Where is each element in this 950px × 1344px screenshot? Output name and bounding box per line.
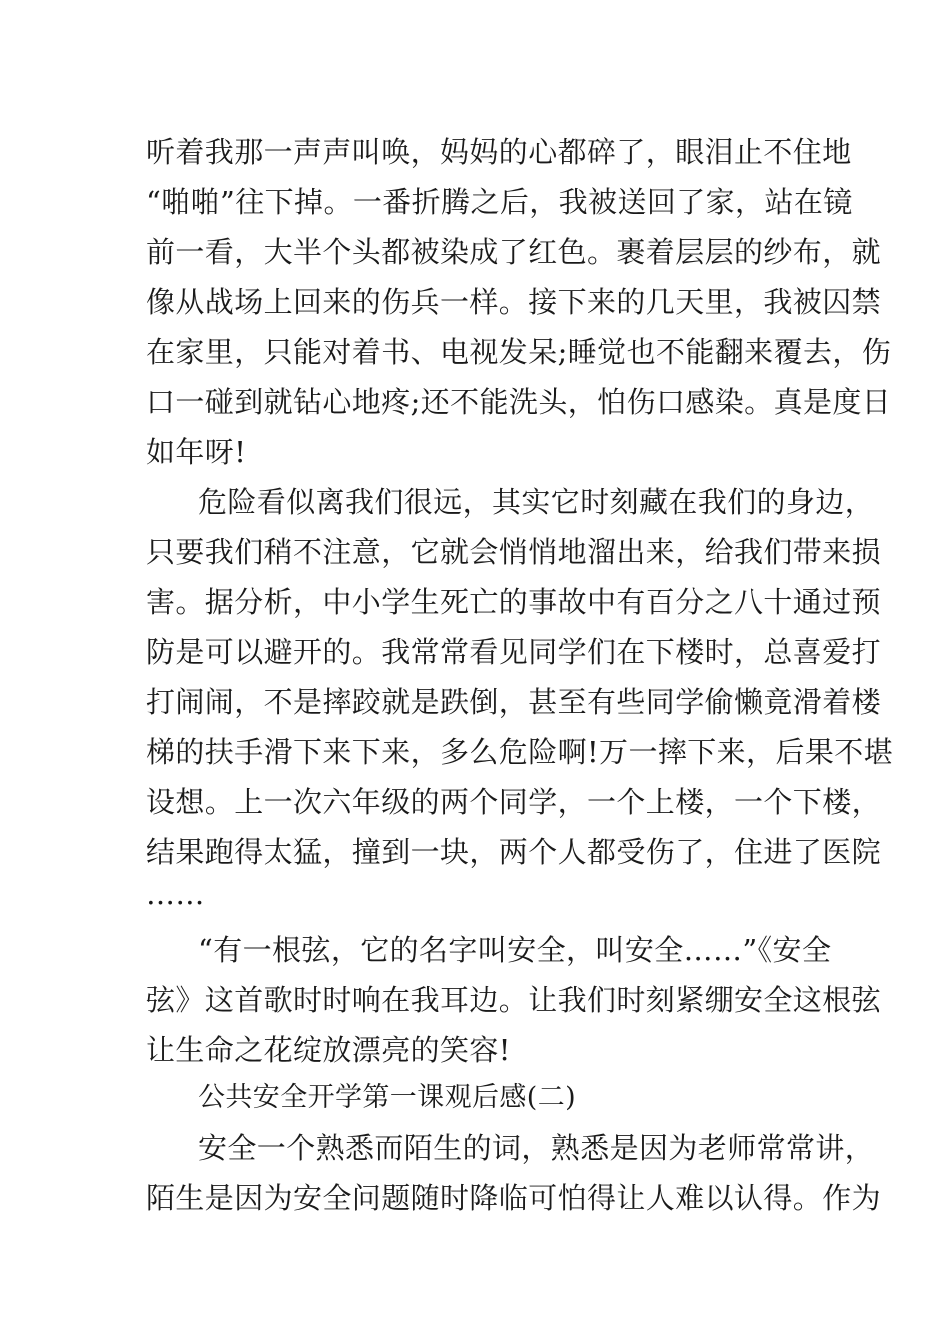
paragraph-line: 害。据分析，中小学生死亡的事故中有百分之八十通过预 <box>146 585 882 619</box>
paragraph-line: …… <box>146 877 205 911</box>
paragraph-line: 结果跑得太猛，撞到一块，两个人都受伤了，住进了医院 <box>146 835 882 869</box>
paragraph-line: 只要我们稍不注意，它就会悄悄地溜出来，给我们带来损 <box>146 535 882 569</box>
paragraph-line: 让生命之花绽放漂亮的笑容! <box>146 1033 511 1067</box>
section-heading: 公共安全开学第一课观后感(二) <box>198 1082 577 1113</box>
paragraph-line: 像从战场上回来的伤兵一样。接下来的几天里，我被囚禁 <box>146 285 882 319</box>
paragraph-line: 如年呀! <box>146 435 247 469</box>
paragraph-line: 防是可以避开的。我常常看见同学们在下楼时，总喜爱打 <box>146 635 882 669</box>
paragraph-line: 前一看，大半个头都被染成了红色。裹着层层的纱布，就 <box>146 235 882 269</box>
paragraph-first-line: 危险看似离我们很远，其实它时刻藏在我们的身边， <box>198 485 875 519</box>
paragraph-line: 弦》这首歌时时响在我耳边。让我们时刻紧绷安全这根弦 <box>146 983 882 1017</box>
paragraph-line: 设想。上一次六年级的两个同学，一个上楼，一个下楼， <box>146 785 882 819</box>
paragraph-line: 梯的扶手滑下来下来，多么危险啊!万一摔下来，后果不堪 <box>146 735 894 769</box>
paragraph-line: 听着我那一声声叫唤，妈妈的心都碎了，眼泪止不住地 <box>146 135 852 169</box>
paragraph-line: “啪啪”往下掉。一番折腾之后，我被送回了家，站在镜 <box>146 185 853 219</box>
paragraph-line: 在家里，只能对着书、电视发呆;睡觉也不能翻来覆去，伤 <box>146 335 892 369</box>
paragraph-line: 陌生是因为安全问题随时降临可怕得让人难以认得。作为 <box>146 1181 882 1215</box>
paragraph-first-line: 安全一个熟悉而陌生的词，熟悉是因为老师常常讲， <box>198 1131 875 1165</box>
paragraph-line: 口一碰到就钻心地疼;还不能洗头，怕伤口感染。真是度日 <box>146 385 892 419</box>
paragraph-first-line: “有一根弦，它的名字叫安全，叫安全……”《安全 <box>198 933 832 967</box>
paragraph-line: 打闹闹，不是摔跤就是跌倒，甚至有些同学偷懒竟滑着楼 <box>146 685 882 719</box>
